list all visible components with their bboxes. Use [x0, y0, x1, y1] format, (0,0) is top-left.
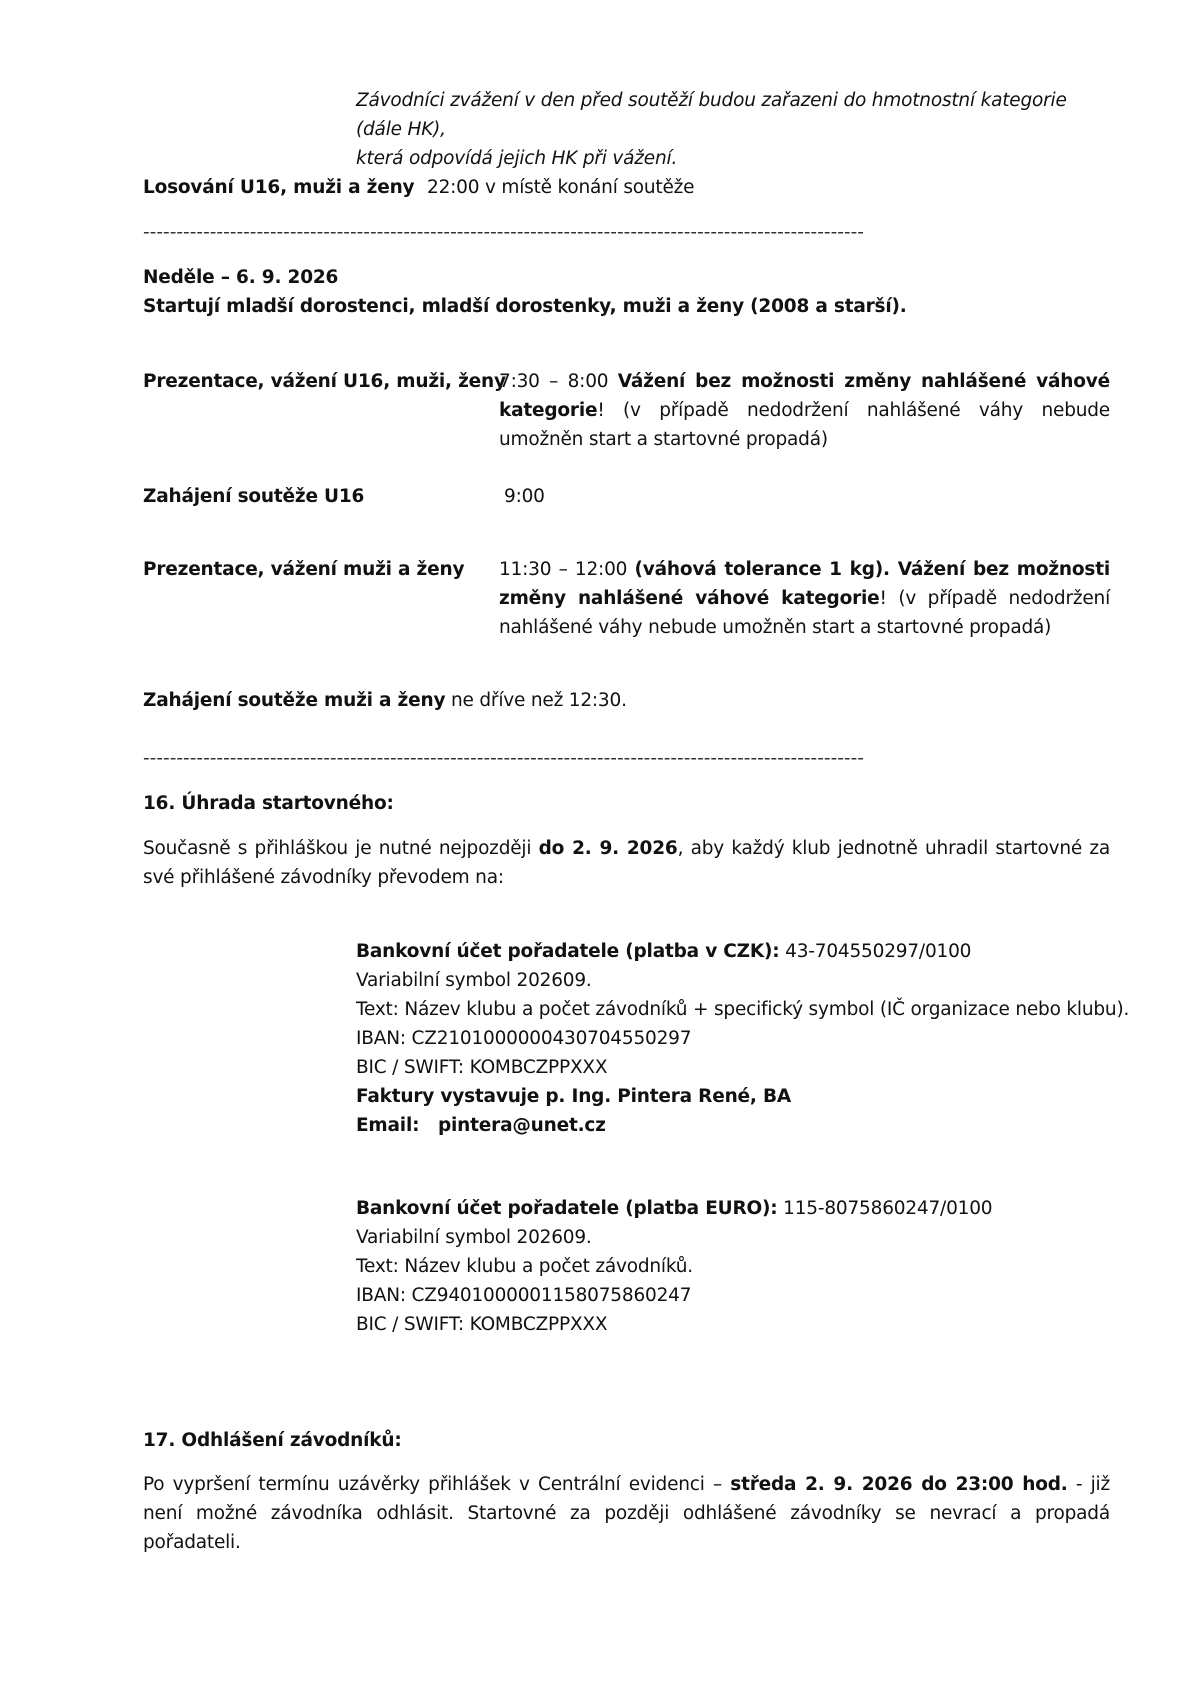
- account-czk-invoices: Faktury vystavuje p. Ing. Pintera René, BA: [356, 1086, 791, 1107]
- paragraph-text: , aby každý klub jednotně uhradil startovné za své přihlášené závodníky převodem na:: [143, 838, 1111, 888]
- account-eur-text: Text: Název klubu a počet závodníků.: [356, 1256, 693, 1277]
- section-16-heading: 16. Úhrada startovného:: [143, 793, 394, 814]
- start-men-women-label: Zahájení soutěže muži a ženy: [143, 690, 446, 711]
- paragraph-text: Po vypršení termínu uzávěrky přihlášek v Centrální evidenci –: [143, 1474, 731, 1495]
- start-men-women: [143, 686, 627, 715]
- separator: ------------------------------------------------------------------------------------------------------------: [143, 748, 864, 769]
- account-eur-iban: IBAN: CZ9401000001158075860247: [356, 1285, 692, 1306]
- bank-account-czk: [356, 937, 1130, 1140]
- bank-account-eur: [356, 1194, 1116, 1339]
- account-czk-iban: IBAN: CZ2101000000430704550297: [356, 1028, 692, 1049]
- section-16-paragraph: [143, 834, 1110, 892]
- account-czk-email: Email: pintera@unet.cz: [356, 1115, 606, 1136]
- account-czk-vs: Variabilní symbol 202609.: [356, 970, 592, 991]
- weigh-in-note-line2: která odpovídá jejich HK při vážení.: [356, 148, 678, 169]
- account-czk-text: Text: Název klubu a počet závodníků + specifický symbol (IČ organizace nebo klubu).: [356, 999, 1130, 1020]
- section-17-paragraph: [143, 1470, 1110, 1557]
- schedule-warning: Vážení bez možnosti změny nahlášené váhové kategorie: [499, 371, 1110, 421]
- paragraph-text: - již není možné závodníka odhlásit. Startovné za později odhlášené závodníky se nevrací a propadá pořadateli.: [143, 1474, 1110, 1553]
- schedule-time: 7:30 – 8:00: [499, 371, 618, 392]
- account-eur-line: [356, 1194, 1116, 1223]
- schedule-note: ! (v případě nedodržení nahlášené váhy nebude umožněn start a startovné propadá): [499, 400, 1110, 450]
- sunday-date: Neděle – 6. 9. 2026: [143, 267, 339, 288]
- account-czk-bic: BIC / SWIFT: KOMBCZPPXXX: [356, 1057, 608, 1078]
- account-czk-line: [356, 937, 1116, 966]
- account-czk-number: 43-704550297/0100: [779, 941, 972, 962]
- account-eur-label: Bankovní účet pořadatele (platba EURO):: [356, 1198, 778, 1219]
- schedule-warning: (váhová tolerance 1 kg). Vážení bez možnosti změny nahlášené váhové kategorie: [499, 559, 1110, 609]
- paragraph-deadline: středa 2. 9. 2026 do 23:00 hod.: [730, 1474, 1068, 1495]
- section-17-heading: 17. Odhlášení závodníků:: [143, 1430, 402, 1451]
- paragraph-text: Současně s přihláškou je nutné nejpozději: [143, 838, 539, 859]
- account-eur-bic: BIC / SWIFT: KOMBCZPPXXX: [356, 1314, 608, 1335]
- start-men-women-time: ne dříve než 12:30.: [445, 690, 627, 711]
- schedule-label-start-u16: Zahájení soutěže U16: [143, 486, 365, 507]
- paragraph-deadline: do 2. 9. 2026: [538, 838, 678, 859]
- account-eur-vs: Variabilní symbol 202609.: [356, 1227, 592, 1248]
- schedule-note: ! (v případě nedodržení nahlášené váhy nebude umožněn start a startovné propadá): [499, 588, 1111, 638]
- schedule-label-weighin-adults: Prezentace, vážení muži a ženy: [143, 559, 465, 580]
- weigh-in-note: [356, 86, 1116, 173]
- account-eur-number: 115-8075860247/0100: [777, 1198, 993, 1219]
- schedule-value-start-u16: 9:00: [504, 486, 545, 507]
- draw-label: Losování U16, muži a ženy: [143, 177, 415, 198]
- draw-value: 22:00 v místě konání soutěže: [427, 177, 695, 198]
- account-czk-label: Bankovní účet pořadatele (platba v CZK):: [356, 941, 780, 962]
- separator: ------------------------------------------------------------------------------------------------------------: [143, 222, 864, 243]
- schedule-time: 11:30 – 12:00: [499, 559, 635, 580]
- weigh-in-note-line1: Závodníci zvážení v den před soutěží budou zařazeni do hmotnostní kategorie (dále HK),: [356, 90, 1067, 140]
- schedule-value-weighin-u16: [499, 367, 1110, 454]
- schedule-value-weighin-adults: [499, 555, 1110, 642]
- schedule-label-weighin-u16: Prezentace, vážení U16, muži, ženy: [143, 371, 506, 392]
- sunday-starters: Startují mladší dorostenci, mladší dorostenky, muži a ženy (2008 a starší).: [143, 296, 907, 317]
